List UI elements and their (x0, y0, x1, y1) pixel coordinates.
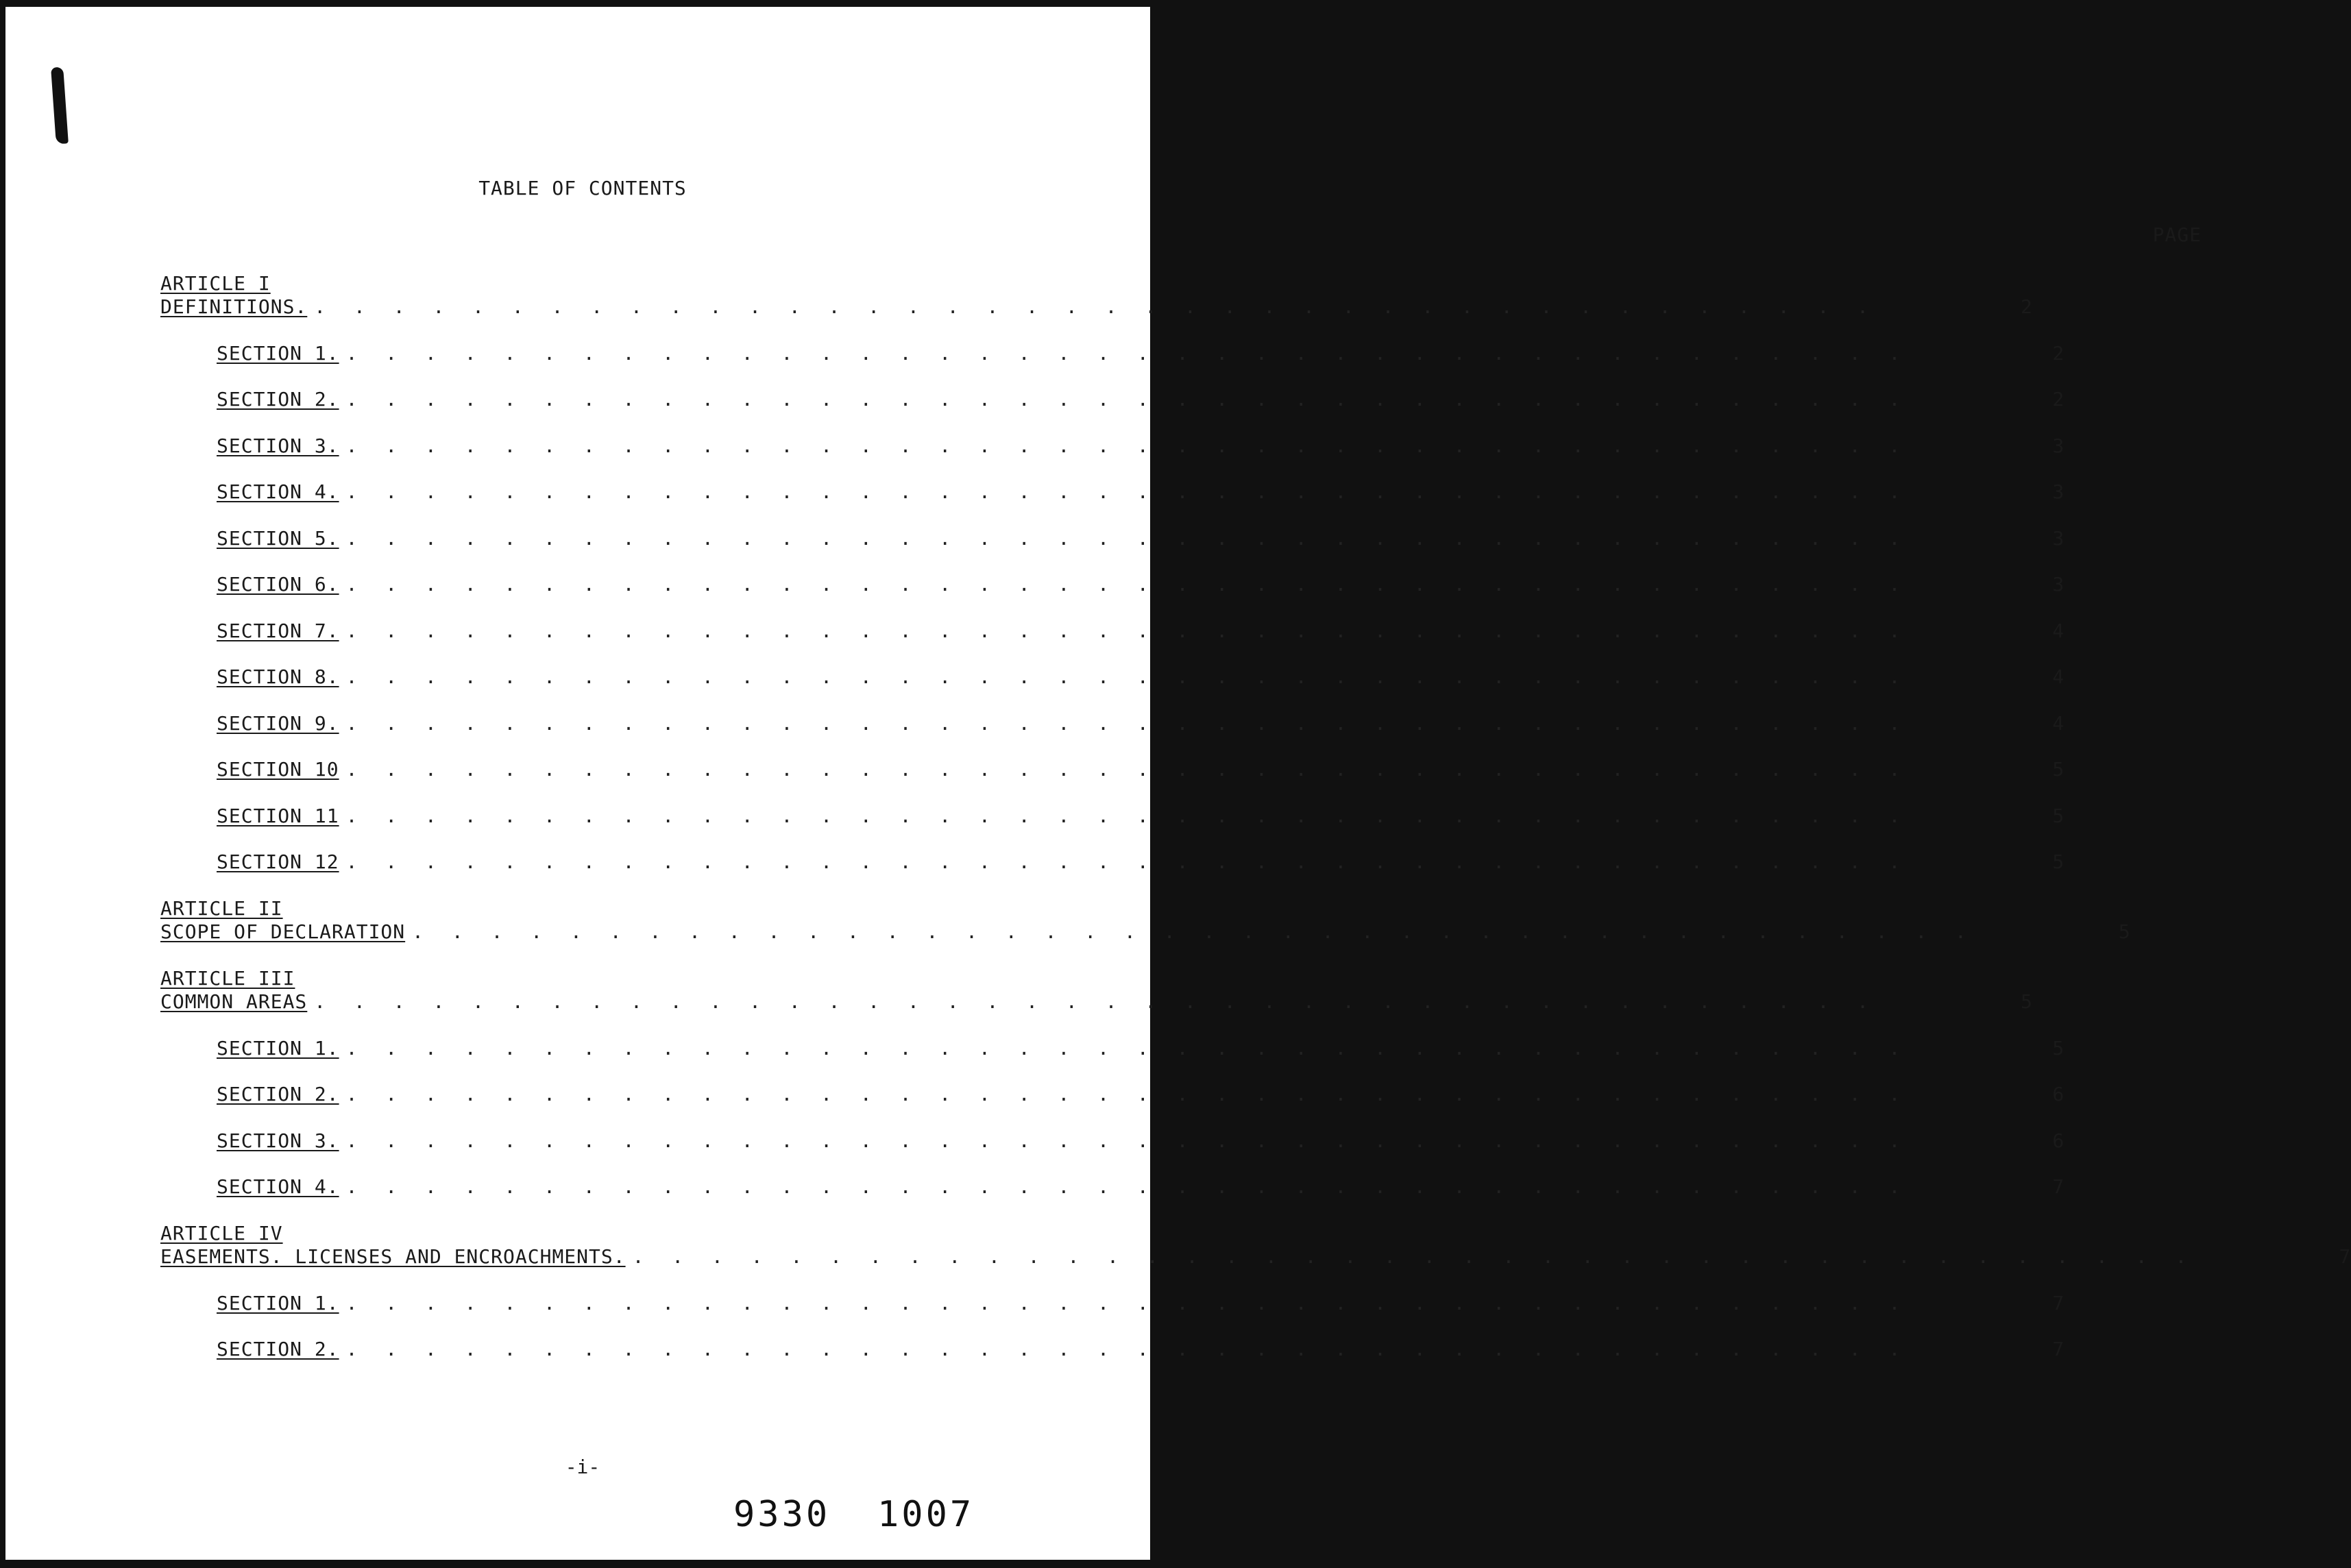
toc-entry-page-number: 6 (2052, 1129, 2065, 1152)
section-row (217, 619, 2065, 642)
document-stamp-number-right: 1007 (877, 1494, 975, 1535)
toc-entry-label: SCOPE OF DECLARATION (160, 920, 406, 943)
dot-leader: . . . . . . . . . . . . . . . . . . . . . . . . . . . . . . . . . . . . . . . . (345, 1175, 1909, 1198)
toc-entry-label: SECTION 10 (217, 758, 339, 781)
dot-leader: . . . . . . . . . . . . . . . . . . . . . . . . . . . . . . . . . . . . . . . . (345, 850, 1909, 873)
toc-entry-page-number: 5 (2052, 758, 2065, 781)
dot-leader: . . . . . . . . . . . . . . . . . . . . . . . . . . . . . . . . . . . . . . . . (412, 920, 1975, 943)
dot-leader: . . . . . . . . . . . . . . . . . . . . . . . . . . . . . . . . . . . . . . . . (345, 388, 1909, 411)
toc-entry-page-number: 4 (2052, 619, 2065, 642)
toc-entry-label: SECTION 1. (217, 341, 339, 365)
section-row (217, 434, 2065, 457)
dot-leader: . . . . . . . . . . . . . . . . . . . . . . . . . . . . . . . . . . . . . . . . (345, 1338, 1909, 1360)
toc-entry-label: SECTION 9. (217, 711, 339, 735)
article-heading-row (160, 920, 2131, 943)
toc-entry-page-number: 3 (2052, 480, 2065, 503)
section-row (217, 1083, 2065, 1105)
dot-leader: . . . . . . . . . . . . . . . . . . . . . . . . . . . . . . . . . . . . . . . . (632, 1245, 2195, 1268)
dot-leader: . . . . . . . . . . . . . . . . . . . . . . . . . . . . . . . . . . . . . . . . (345, 341, 1909, 365)
toc-entry-page-number: 2 (2052, 341, 2065, 365)
article-label: ARTICLE IV (160, 1222, 283, 1245)
toc-entry-page-number: 7 (2052, 1291, 2065, 1314)
section-row (217, 341, 2065, 365)
toc-entry-page-number: 3 (2052, 526, 2065, 550)
toc-entry-label: SECTION 6. (217, 573, 339, 596)
dot-leader: . . . . . . . . . . . . . . . . . . . . . . . . . . . . . . . . . . . . . . . . (345, 573, 1909, 596)
dot-leader: . . . . . . . . . . . . . . . . . . . . . . . . . . . . . . . . . . . . . . . . (345, 480, 1909, 503)
article-label: ARTICLE II (160, 897, 283, 920)
toc-entry-label: SECTION 2. (217, 388, 339, 411)
dot-leader: . . . . . . . . . . . . . . . . . . . . . . . . . . . . . . . . . . . . . . . . (345, 665, 1909, 688)
toc-entry-page-number: 4 (2052, 711, 2065, 735)
toc-entry-page-number: 2 (2052, 388, 2065, 411)
toc-entry-page-number: 3 (2052, 573, 2065, 596)
document-stamp-number-left: 9330 (733, 1494, 831, 1535)
section-row (217, 1338, 2065, 1360)
toc-entry-label: SECTION 3. (217, 434, 339, 457)
toc-entry-page-number: 5 (2118, 920, 2131, 943)
dot-leader: . . . . . . . . . . . . . . . . . . . . . . . . . . . . . . . . . . . . . . . . (314, 990, 1877, 1013)
toc-entry-page-number: 5 (2052, 850, 2065, 873)
article-heading-row (160, 1245, 2351, 1268)
dot-leader: . . . . . . . . . . . . . . . . . . . . . . . . . . . . . . . . . . . . . . . . (345, 1083, 1909, 1105)
section-row (217, 388, 2065, 411)
dot-leader: . . . . . . . . . . . . . . . . . . . . . . . . . . . . . . . . . . . . . . . . (345, 1036, 1909, 1059)
toc-entry-label: EASEMENTS. LICENSES AND ENCROACHMENTS. (160, 1245, 626, 1268)
dot-leader: . . . . . . . . . . . . . . . . . . . . . . . . . . . . . . . . . . . . . . . . (345, 434, 1909, 457)
toc-entry-label: SECTION 4. (217, 1175, 339, 1198)
section-row (217, 526, 2065, 550)
dot-leader: . . . . . . . . . . . . . . . . . . . . . . . . . . . . . . . . . . . . . . . . (345, 804, 1909, 827)
toc-entry-page-number: 5 (2021, 990, 2033, 1013)
toc-entry-label: SECTION 12 (217, 850, 339, 873)
dot-leader: . . . . . . . . . . . . . . . . . . . . . . . . . . . . . . . . . . . . . . . . (345, 1129, 1909, 1152)
toc-entry-page-number: 5 (2052, 1036, 2065, 1059)
article-heading-row (160, 990, 2033, 1013)
dot-leader: . . . . . . . . . . . . . . . . . . . . . . . . . . . . . . . . . . . . . . . . (345, 526, 1909, 550)
toc-entry-label: COMMON AREAS (160, 990, 308, 1013)
section-row (217, 758, 2065, 781)
section-row (217, 573, 2065, 596)
toc-entry-label: SECTION 3. (217, 1129, 339, 1152)
dot-leader: . . . . . . . . . . . . . . . . . . . . . . . . . . . . . . . . . . . . . . . . (314, 295, 1877, 318)
dot-leader: . . . . . . . . . . . . . . . . . . . . . . . . . . . . . . . . . . . . . . . . (345, 619, 1909, 642)
toc-entry-label: SECTION 5. (217, 526, 339, 550)
toc-entry-page-number: 3 (2052, 434, 2065, 457)
toc-entry-page-number: 6 (2052, 1083, 2065, 1105)
page-column-header: PAGE (2152, 223, 2202, 246)
toc-entry-page-number: 4 (2052, 665, 2065, 688)
toc-entry-label: SECTION 4. (217, 480, 339, 503)
toc-entry-label: SECTION 1. (217, 1291, 339, 1314)
section-row (217, 665, 2065, 688)
page-title: TABLE OF CONTENTS (478, 177, 687, 199)
toc-entry-page-number: 2 (2021, 295, 2033, 318)
dot-leader: . . . . . . . . . . . . . . . . . . . . . . . . . . . . . . . . . . . . . . . . (345, 758, 1909, 781)
toc-entry-label: SECTION 8. (217, 665, 339, 688)
toc-entry-page-number: 7 (2052, 1338, 2065, 1360)
dot-leader: . . . . . . . . . . . . . . . . . . . . . . . . . . . . . . . . . . . . . . . . (345, 711, 1909, 735)
toc-entry-label: SECTION 7. (217, 619, 339, 642)
article-heading-row (160, 295, 2033, 318)
section-row (217, 1129, 2065, 1152)
section-row (217, 1175, 2065, 1198)
section-row (217, 1291, 2065, 1314)
footer-page-number: -i- (565, 1456, 600, 1478)
toc-entry-label: SECTION 1. (217, 1036, 339, 1059)
toc-entry-page-number: 5 (2052, 804, 2065, 827)
section-row (217, 1036, 2065, 1059)
toc-entry-label: SECTION 11 (217, 804, 339, 827)
toc-entry-label: SECTION 2. (217, 1338, 339, 1360)
section-row (217, 711, 2065, 735)
toc-entry-page-number: 7 (2339, 1245, 2351, 1268)
section-row (217, 480, 2065, 503)
toc-entry-label: DEFINITIONS. (160, 295, 308, 318)
toc-entry-label: SECTION 2. (217, 1083, 339, 1105)
dot-leader: . . . . . . . . . . . . . . . . . . . . . . . . . . . . . . . . . . . . . . . . (345, 1291, 1909, 1314)
section-row (217, 804, 2065, 827)
section-row (217, 850, 2065, 873)
article-label: ARTICLE III (160, 967, 295, 990)
toc-entry-page-number: 7 (2052, 1175, 2065, 1198)
article-label: ARTICLE I (160, 272, 271, 295)
